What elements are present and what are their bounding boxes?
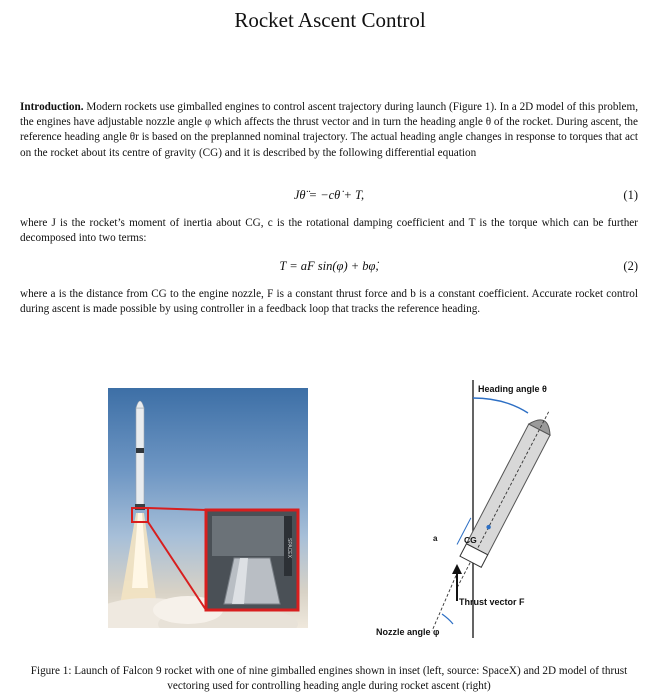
equation-2-number: (2) (623, 259, 638, 273)
rocket-nose (136, 401, 144, 408)
nozzle-direction-line (432, 571, 458, 631)
cg-label: CG (464, 535, 477, 545)
rocket-axis-line (456, 412, 548, 589)
thrust-vectoring-diagram (360, 376, 590, 644)
page-title: Rocket Ascent Control (234, 8, 426, 32)
equation-2-expr: T = aF sin(φ) + bφ̇, (279, 259, 379, 273)
rocket-interstage (136, 448, 144, 453)
intro-heading: Introduction. (20, 101, 84, 113)
equation-2 (20, 259, 638, 277)
thrust-arrowhead (452, 564, 462, 574)
falcon9-launch-photo (108, 388, 308, 628)
engine-inset-machinery (212, 516, 292, 556)
nozzle-angle-label: Nozzle angle φ (376, 627, 440, 637)
paragraph-3: where a is the distance from CG to the engine nozzle, F is a constant thrust force and b is a constant coefficient. Accurate rocket control during ascent is made possible by using controller in a feedback loop that tracks the reference heading. (20, 288, 638, 316)
intro-paragraph (20, 100, 638, 161)
launch-photo-illustration (108, 388, 308, 628)
rocket-body (136, 408, 144, 508)
engine-nozzle-bell (224, 558, 280, 604)
paragraph-2: where J is the rocket’s moment of inertia about CG, c is the rotational damping coefficient and T is the torque which can be further decomposed into two terms: (20, 217, 638, 245)
equation-1-number: (1) (623, 188, 638, 202)
heading-angle-label: Heading angle θ (478, 384, 547, 394)
inset-connector-line (148, 508, 206, 510)
heading-angle-arc (473, 398, 528, 413)
intro-text: Modern rockets use gimballed engines to control ascent trajectory during launch (Figure 1). In a 2D model of this problem, the engines have adjustable nozzle angle φ which affects the thrust vector and in turn the heading angle θ of the rocket. During ascent, the reference heading angle θr is based on the preplanned nominal trajectory. The actual heading angle changes in response to torques that act on the rocket about its centre of gravity (CG) and it is described by the following differential equation (20, 101, 638, 159)
equation-1 (20, 188, 638, 206)
equation-1-expr: Jθ̈ = −cθ̇ + T, (293, 188, 365, 202)
inset-spacex-text: SPACEX (286, 538, 292, 558)
thrust-vector-label: Thrust vector F (459, 597, 525, 607)
a-label: a (433, 534, 438, 543)
figure-caption: Figure 1: Launch of Falcon 9 rocket with one of nine gimballed engines shown in inset (left, source: SpaceX) and 2D model of thrust vectoring used for controlling heading angle during rocket ascent (right) (30, 665, 628, 692)
nozzle-angle-arc (442, 614, 453, 624)
